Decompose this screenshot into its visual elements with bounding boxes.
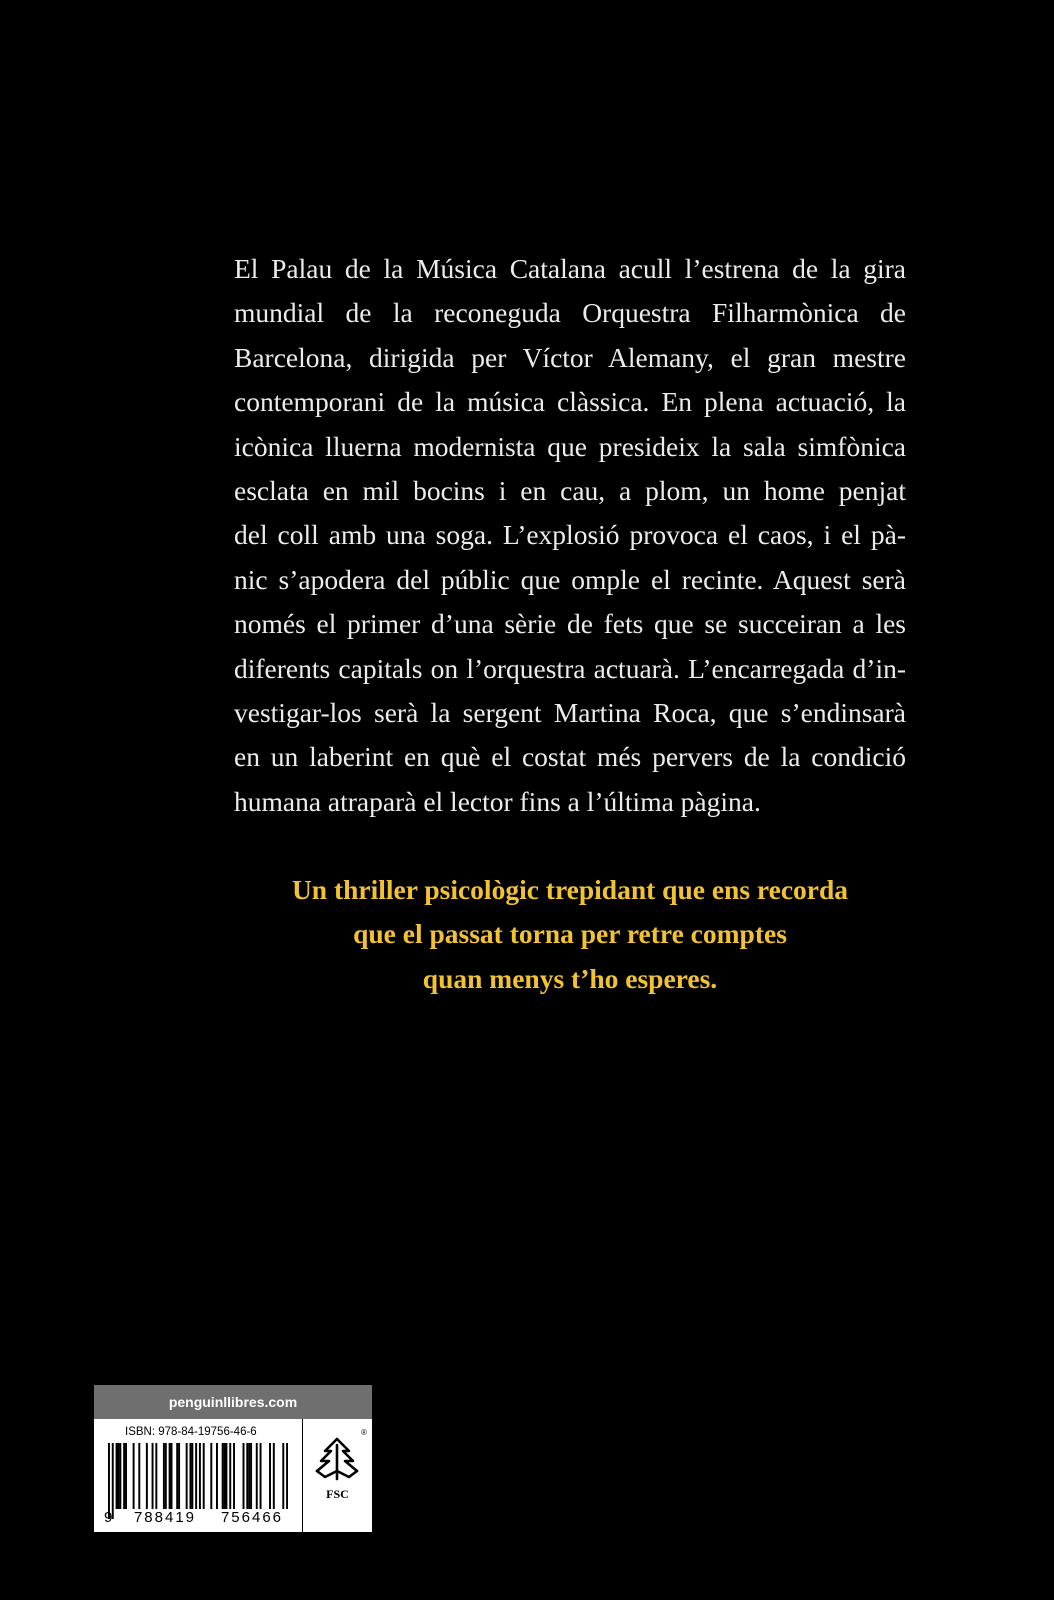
barcode-bar <box>152 1443 154 1509</box>
barcode-bar <box>116 1443 118 1509</box>
blurb-line: només el primer d’una sèrie de fets que se succeiran a les <box>234 608 906 640</box>
barcode-icon <box>108 1443 288 1519</box>
barcode-bar <box>195 1443 197 1519</box>
barcode-bar <box>256 1443 258 1509</box>
blurb-line: contemporani de la música clàssica. En plena actuació, la <box>234 386 906 418</box>
barcode-bar <box>178 1443 180 1509</box>
barcode-bar <box>286 1443 288 1519</box>
barcode-bar <box>199 1443 201 1519</box>
barcode-bar <box>246 1443 248 1509</box>
blurb-line: Barcelona, dirigida per Víctor Alemany, el gran mestre <box>234 341 906 373</box>
barcode-bar <box>155 1443 157 1509</box>
barcode-bar <box>171 1443 173 1509</box>
barcode-box <box>94 1385 372 1532</box>
fsc-label: FSC <box>326 1487 349 1501</box>
barcode-bar <box>186 1443 188 1509</box>
ean-digits <box>102 1509 298 1527</box>
ean-digits-right: 756466 <box>212 1509 292 1526</box>
barcode-bar <box>210 1443 212 1509</box>
barcode-bar <box>146 1443 148 1509</box>
barcode-bar <box>269 1443 271 1509</box>
barcode-bar <box>191 1443 193 1509</box>
barcode-bar <box>233 1443 235 1509</box>
fsc-tree-icon <box>303 1419 372 1489</box>
barcode-bar <box>165 1443 167 1509</box>
barcode-bar <box>117 1443 119 1509</box>
barcode-bar <box>250 1443 252 1509</box>
blurb-line: en un laberint en què el costat més pervers de la condició <box>234 741 906 773</box>
barcode-bar <box>203 1443 205 1509</box>
tagline-line: quan menys t’ho esperes. <box>422 962 718 994</box>
barcode-bar <box>112 1443 114 1519</box>
barcode-bar <box>282 1443 284 1519</box>
barcode-bar <box>260 1443 262 1509</box>
barcode-bar <box>243 1443 245 1509</box>
barcode-bar <box>216 1443 218 1509</box>
barcode-bar <box>108 1443 110 1519</box>
fsc-logo <box>303 1419 372 1532</box>
barcode-bar <box>222 1443 224 1509</box>
barcode-bar <box>125 1443 127 1509</box>
blurb-line: icònica lluerna modernista que presideix la sala simfònica <box>234 430 906 462</box>
blurb-line: vestigar-los serà la sergent Martina Roca, que s’endinsarà <box>234 697 906 729</box>
back-cover-blurb <box>234 247 906 824</box>
barcode-bar <box>133 1443 135 1509</box>
barcode-bar <box>273 1443 275 1509</box>
blurb-line: mundial de la reconeguda Orquestra Filharmònica de <box>234 297 906 329</box>
blurb-line: nic s’apodera del públic que omple el recinte. Aquest serà <box>234 563 906 595</box>
blurb-line: humana atraparà el lector fins a l’última pàgina. <box>234 785 761 817</box>
barcode-bar <box>169 1443 171 1509</box>
isbn-label: ISBN: 978-84-19756-46-6 <box>125 1426 257 1438</box>
barcode-bar <box>176 1443 178 1509</box>
barcode-bar <box>224 1443 226 1509</box>
blurb-line: diferents capitals on l’orquestra actuarà. L’encarregada d’in- <box>234 652 906 684</box>
fsc-registered-mark: ® <box>361 1428 367 1437</box>
barcode-bar <box>248 1443 250 1509</box>
tagline <box>234 868 906 1001</box>
barcode-bar <box>189 1443 191 1509</box>
isbn-barcode-area <box>94 1419 302 1532</box>
publisher-website: penguinllibres.com <box>94 1385 372 1419</box>
ean-digit-first: 9 <box>104 1509 113 1526</box>
barcode-bar <box>229 1443 231 1509</box>
tagline-line: Un thriller psicològic trepidant que ens recorda <box>291 874 849 905</box>
ean-digits-left: 788419 <box>124 1509 206 1526</box>
blurb-line: El Palau de la Música Catalana acull l’estrena de la gira <box>234 253 906 284</box>
blurb-line: esclata en mil bocins i en cau, a plom, un home penjat <box>234 475 906 507</box>
barcode-bar <box>119 1443 121 1509</box>
barcode-bar <box>123 1443 125 1509</box>
barcode-bar <box>225 1443 227 1509</box>
tagline-line: que el passat torna per retre comptes <box>353 918 787 950</box>
barcode-bar <box>163 1443 165 1509</box>
barcode-bar <box>138 1443 140 1509</box>
blurb-line: del coll amb una soga. L’explosió provoca el caos, i el pà- <box>234 519 906 551</box>
